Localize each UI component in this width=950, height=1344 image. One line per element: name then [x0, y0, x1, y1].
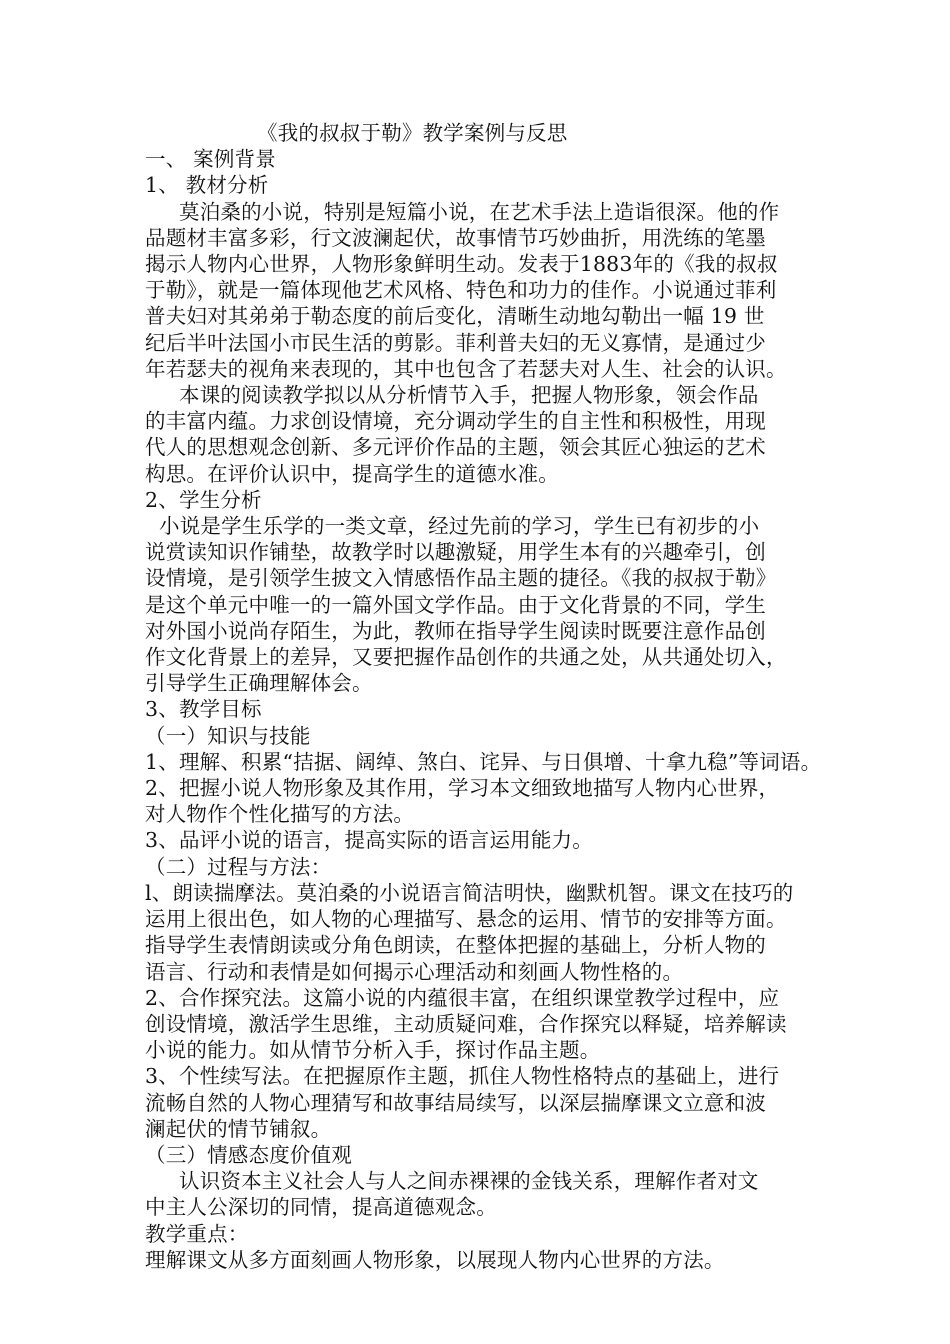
text-line: 1、理解、积累“拮据、阔绰、煞白、诧异、与日俱增、十拿九稳”等词语。 [145, 749, 822, 774]
text-line: 3、教学目标 [145, 697, 262, 722]
text-line: 代人的思想观念创新、多元评价作品的主题，领会其匠心独运的艺术 [145, 435, 766, 460]
text-line: 认识资本主义社会人与人之间赤裸裸的金钱关系，理解作者对文 [179, 1169, 759, 1194]
text-line: 运用上很出色，如人物的心理描写、悬念的运用、情节的安排等方面。 [145, 907, 787, 932]
text-line: 小说是学生乐学的一类文章，经过先前的学习，学生已有初步的小 [159, 514, 760, 539]
text-line: 于勒》，就是一篇体现他艺术风格、特色和功力的佳作。小说通过菲利 [145, 278, 777, 303]
text-line: （三）情感态度价值观 [145, 1142, 352, 1167]
text-line: 1、 教材分析 [145, 173, 269, 198]
text-line: 理解课文从多方面刻画人物形象，以展现人物内心世界的方法。 [145, 1247, 725, 1272]
text-line: 说赏读知识作铺垫，故教学时以趣激疑，用学生本有的兴趣牵引，创 [145, 540, 766, 565]
text-line: 年若瑟夫的视角来表现的，其中也包含了若瑟夫对人生、社会的认识。 [145, 356, 787, 381]
document-text [145, 146, 822, 1273]
text-line: 普夫妇对其弟弟于勒态度的前后变化，清晰生动地勾勒出一幅 19 世 [145, 304, 765, 329]
text-line: 引导学生正确理解体会。 [145, 671, 373, 696]
text-line: 创设情境，激活学生思维，主动质疑问难，合作探究以释疑，培养解读 [145, 1011, 787, 1036]
text-line: 一、 案例背景 [145, 147, 276, 172]
text-line: 构思。在评价认识中，提高学生的道德水准。 [145, 461, 559, 486]
text-line: 教学重点： [145, 1221, 249, 1246]
text-line: 流畅自然的人物心理猜写和故事结局续写，以深层揣摩课文立意和波 [145, 1090, 766, 1115]
text-line: 3、品评小说的语言，提高实际的语言运用能力。 [145, 828, 593, 853]
text-line: 2、合作探究法。这篇小说的内蕴很丰富，在组织课堂教学过程中，应 [145, 985, 780, 1010]
text-line: 品题材丰富多彩，行文波澜起伏，故事情节巧妙曲折，用洗练的笔墨 [145, 225, 766, 250]
text-line: l、朗读揣摩法。莫泊桑的小说语言简洁明快，幽默机智。课文在技巧的 [145, 880, 794, 905]
document-title: 《我的叔叔于勒》教学案例与反思 [257, 121, 568, 145]
text-line: 2、学生分析 [145, 487, 262, 512]
text-line: 语言、行动和表情是如何揭示心理活动和刻画人物性格的。 [145, 959, 684, 984]
text-line: 本课的阅读教学拟以从分析情节入手，把握人物形象，领会作品 [179, 383, 759, 408]
text-line: 对外国小说尚存陌生，为此，教师在指导学生阅读时既要注意作品创 [145, 618, 766, 643]
text-line: 揭示人物内心世界，人物形象鲜明生动。发表于1883年的《我的叔叔 [145, 252, 778, 277]
document-body [145, 120, 822, 1273]
text-line: 指导学生表情朗读或分角色朗读，在整体把握的基础上，分析人物的 [145, 933, 766, 958]
text-line: 3、个性续写法。在把握原作主题，抓住人物性格特点的基础上，进行 [145, 1064, 780, 1089]
text-line: 小说的能力。如从情节分析入手，探讨作品主题。 [145, 1038, 601, 1063]
text-line: 2、把握小说人物形象及其作用，学习本文细致地描写人物内心世界， [145, 776, 780, 801]
text-line: 莫泊桑的小说，特别是短篇小说，在艺术手法上造诣很深。他的作 [179, 199, 780, 224]
text-line: 中主人公深切的同情，提高道德观念。 [145, 1195, 497, 1220]
text-line: 纪后半叶法国小市民生活的剪影。菲利普夫妇的无义寡情，是通过少 [145, 330, 766, 355]
text-line: （二）过程与方法： [145, 854, 332, 879]
text-line: 对人物作个性化描写的方法。 [145, 802, 415, 827]
text-line: 的丰富内蕴。力求创设情境，充分调动学生的自主性和积极性，用现 [145, 409, 766, 434]
text-line: 设情境，是引领学生披文入情感悟作品主题的捷径。《我的叔叔于勒》 [145, 566, 777, 591]
text-line: （一）知识与技能 [145, 723, 311, 748]
text-line: 是这个单元中唯一的一篇外国文学作品。由于文化背景的不同，学生 [145, 592, 766, 617]
text-line: 澜起伏的情节铺叙。 [145, 1116, 332, 1141]
text-line: 作文化背景上的差异，又要把握作品创作的共通之处，从共通处切入， [145, 645, 787, 670]
